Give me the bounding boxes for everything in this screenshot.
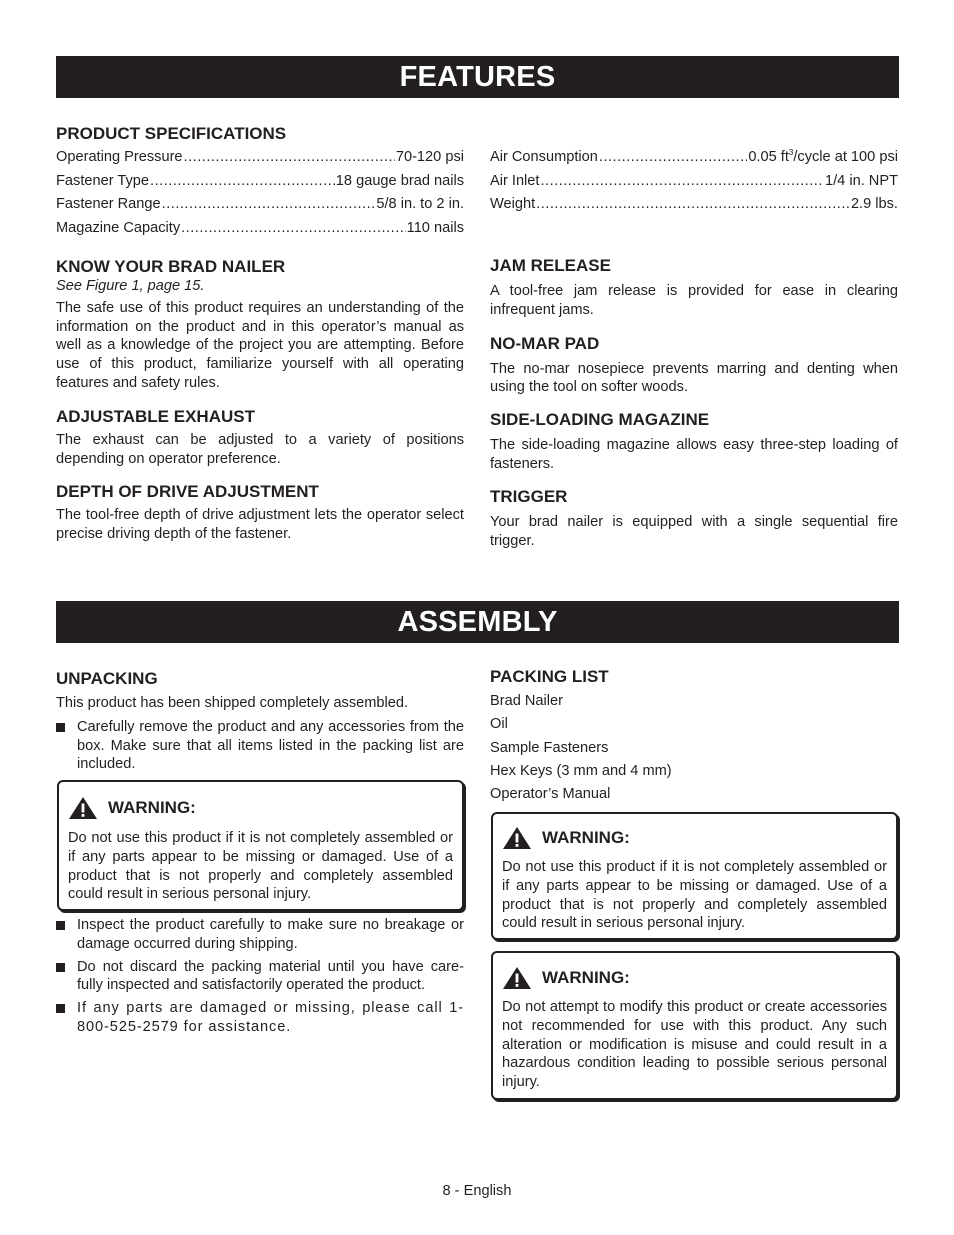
warning-text: Do not use this product if it is not completely assembled or if any parts appear to be missing or damaged. Use of a product that is not properly and completely assembled could result in serious personal injury. [502, 859, 887, 932]
magazine-heading: SIDE-LOADING MAGAZINE [490, 410, 710, 430]
spec-row [490, 170, 898, 194]
trigger-heading: TRIGGER [490, 486, 568, 506]
product-specifications-heading: PRODUCT SPECIFICATIONS [56, 124, 287, 143]
warning-header [502, 966, 887, 990]
spec-value: 2.9 lbs. [850, 196, 898, 212]
spec-label: Air Inlet [490, 172, 540, 189]
warning-title: WARNING: [542, 968, 630, 987]
packing-item: Operator’s Manual [490, 786, 611, 803]
spec-label: Weight [490, 196, 536, 212]
warning-box-packing [491, 812, 898, 940]
bullet-square-icon [56, 921, 65, 930]
warning-triangle-icon [502, 966, 532, 990]
packing-item: Oil [490, 716, 508, 733]
warning-triangle-icon [68, 796, 98, 820]
know-text: The safe use of this product requires an understanding of the information on the product and in this operator’s manual as well as a knowledge of the project you are attempting. Before use of this product, familiarize yourself with all operating features and safety rules. [56, 299, 464, 391]
warning-box-unpacking [57, 780, 464, 911]
trigger-text: Your brad nailer is equipped with a single sequential fire trigger. [490, 513, 898, 549]
features-right-column [490, 256, 898, 550]
spec-value: 5/8 in. to 2 in. [376, 196, 464, 212]
jam-text: A tool-free jam release is provided for ease in clearing infrequent jams. [490, 283, 898, 318]
bullet-text: If any parts are damaged or missing, please call 1-800-525-2579 for assistance. [77, 1000, 464, 1035]
page-footer: 8 - English [442, 1183, 512, 1199]
bullet-text: Carefully remove the product and any accessories from the box. Make sure that all items listed in the packing list are included. [77, 718, 464, 773]
warning-text: Do not attempt to modify this product or create accessories not recommended for use with this product. Any such alteration or modification is misuse and could result in a hazardous condition leading to possible serious personal injury. [502, 999, 887, 1091]
depth-text: The tool-free depth of drive adjustment lets the operator select precise driving depth of the fastener. [56, 507, 464, 543]
spec-value: 0.05 $ft^3$/cycle at 100 psi [748, 148, 898, 165]
features-banner: FEATURES [56, 56, 899, 98]
warning-header [68, 796, 453, 820]
spec-label: Operating Pressure [56, 149, 183, 165]
features-left-column [56, 257, 464, 544]
exhaust-heading: ADJUSTABLE EXHAUST [56, 406, 255, 426]
spec-label: Air Consumption [490, 149, 598, 165]
unpacking-heading: UNPACKING [56, 669, 158, 688]
magazine-text: The side-loading magazine allows easy three-step loading of fasteners. [490, 437, 898, 472]
spec-row [490, 146, 898, 170]
warning-text: Do not use this product if it is not completely assembled or if any parts appear to be missing or damaged. Use of a product that is not properly and completely assembled could result in serious personal injury. [68, 830, 453, 903]
warning-title: WARNING: [542, 828, 630, 847]
warning-title: WARNING: [108, 798, 196, 817]
bullet-text: Do not discard the packing material until you have care- fully inspected and satisfactorily operated the product. [77, 958, 464, 994]
spec-row [490, 193, 898, 217]
packing-item: Hex Keys (3 mm and 4 mm) [490, 762, 672, 779]
warning-triangle-icon [502, 826, 532, 850]
nomar-heading: NO-MAR PAD [490, 333, 600, 353]
list-item [56, 958, 464, 996]
spec-label: Fastener Range [56, 196, 161, 212]
unpacking-section [56, 669, 464, 774]
spec-label: Magazine Capacity [56, 219, 181, 236]
spec-value: 70-120 psi [395, 149, 464, 165]
exhaust-text: The exhaust can be adjusted to a variety of positions depending on operator preference. [56, 431, 464, 467]
product-specifications-right [490, 146, 898, 217]
spec-label: Fastener Type [56, 172, 150, 189]
bullet-square-icon [56, 963, 65, 972]
jam-heading: JAM RELEASE [490, 256, 611, 275]
assembly-banner: ASSEMBLY [56, 601, 899, 643]
spec-row [56, 217, 464, 241]
packing-list-heading: PACKING LIST [490, 667, 609, 686]
packing-list-section [490, 667, 898, 806]
warning-box-modify [491, 951, 898, 1100]
packing-item: Sample Fasteners [490, 739, 609, 756]
depth-heading: DEPTH OF DRIVE ADJUSTMENT [56, 482, 319, 502]
bullet-square-icon [56, 1004, 65, 1013]
warning-header [502, 826, 887, 850]
know-heading: KNOW YOUR BRAD NAILER [56, 257, 286, 276]
spec-row [56, 170, 464, 194]
list-item [56, 999, 464, 1037]
know-figure-ref: See Figure 1, page 15. [56, 278, 205, 294]
packing-item: Brad Nailer [490, 693, 563, 709]
unpacking-more [56, 916, 464, 1037]
spec-value: 18 gauge brad nails [335, 172, 464, 189]
product-specifications [56, 124, 464, 240]
bullet-square-icon [56, 723, 65, 732]
nomar-text: The no-mar nosepiece prevents marring and denting when using the tool on softer woods. [490, 360, 898, 396]
spec-value: 110 nails [406, 219, 464, 236]
list-item [56, 916, 464, 954]
spec-row [56, 146, 464, 170]
list-item [56, 718, 464, 774]
spec-value: 1/4 in. NPT [825, 172, 898, 189]
bullet-text: Inspect the product carefully to make sure no breakage or damage occurred during shipping. [77, 917, 464, 952]
spec-row [56, 193, 464, 217]
unpacking-intro: This product has been shipped completely assembled. [56, 695, 409, 711]
